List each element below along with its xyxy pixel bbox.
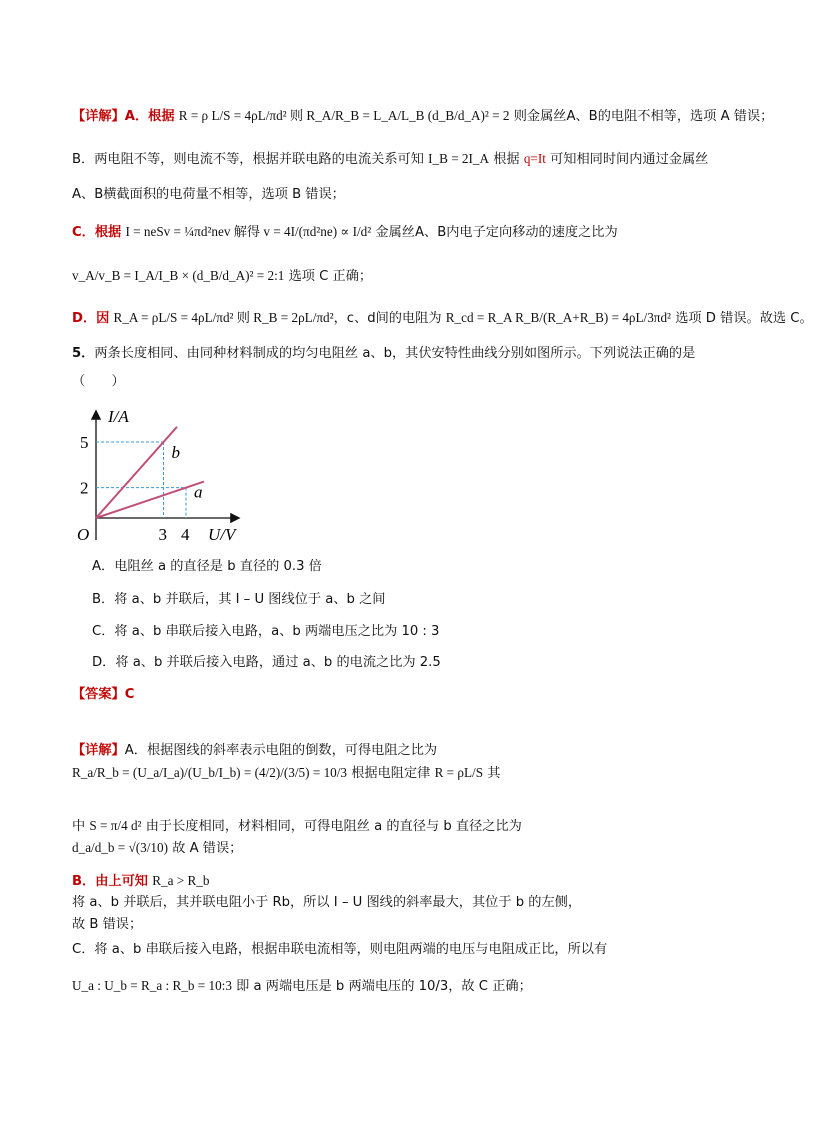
detail2-c: C．将 a、b 串联后接入电路，根据串联电流相等，则电阻两端的电压与电阻成正比，所以有: [72, 942, 608, 957]
detail2-b-line1: 将 a、b 并联后，其并联电阻小于 Rb，所以 I – U 图线的斜率最大，其位于 b 的左侧，: [72, 895, 582, 910]
question-text: 5．两条长度相同、由同种材料制成的均匀电阻丝 a、b，其伏安特性曲线分别如图所示。下列说法正确的是: [72, 346, 696, 361]
detail2-a: 【详解】A．根据图线的斜率表示电阻的倒数，可得电阻之比为: [72, 743, 438, 758]
x-axis-label: U/V: [208, 525, 236, 544]
series-label-b: b: [171, 443, 180, 462]
detail2-b: B．由上可知 R_a > R_b: [72, 873, 210, 889]
detail-b: B．两电阻不等，则电流不等，根据并联电路的电流关系可知 I_B = 2I_A 根据 q=It 可知相同时间内通过金属丝: [72, 151, 709, 167]
detail-tag: 【详解】: [72, 109, 125, 124]
x-tick-label: 3: [158, 525, 167, 544]
detail-a: 【详解】A．根据 R = ρ L/S = 4ρL/πd² 则 R_A/R_B = L_A/L_B (d_B/d_A)² = 2 则金属丝A、B的电阻不相等，选项 A 错误；: [72, 108, 774, 124]
detail2-a-line2: 中 S = π/4 d² 由于长度相同，材料相同，可得电阻丝 a 的直径与 b 直径之比为: [72, 818, 522, 834]
option-b: B．将 a、b 并联后，其 I – U 图线位于 a、b 之间: [92, 592, 386, 607]
detail2-c-line2: U_a : U_b = R_a : R_b = 10:3 即 a 两端电压是 b 两端电压的 10/3，故 C 正确；: [72, 978, 532, 994]
detail2-a-line3: d_a/d_b = √(3/10) 故 A 错误；: [72, 840, 243, 856]
detail-d: D．因 R_A = ρL/S = 4ρL/πd² 则 R_B = 2ρL/πd²，c、d间的电阻为 R_cd = R_A R_B/(R_A+R_B) = 4ρL/3πd² 选项 D 错误。故选 C。: [72, 310, 813, 326]
origin-label: O: [77, 525, 90, 544]
option-a: A．电阻丝 a 的直径是 b 直径的 0.3 倍: [92, 559, 322, 574]
detail2-b-line2: 故 B 错误；: [72, 917, 143, 932]
iu-chart: [70, 400, 270, 550]
y-tick-label: 2: [80, 478, 89, 498]
x-tick-label: 4: [181, 525, 190, 544]
detail-c-line2: v_A/v_B = I_A/I_B × (d_B/d_A)² = 2:1 选项 C 正确；: [72, 268, 373, 284]
detail-a-formula: R = ρ L/S = 4ρL/πd² 则 R_A/R_B = L_A/L_B (d_B/d_A)² = 2: [178, 108, 510, 123]
series-label-a: a: [194, 482, 203, 502]
answer: 【答案】C: [72, 687, 135, 702]
option-d: D．将 a、b 并联后接入电路，通过 a、b 的电流之比为 2.5: [92, 655, 441, 670]
answer-value: C: [124, 687, 135, 702]
detail2-a-formulas: R_a/R_b = (U_a/I_a)/(U_b/I_b) = (4/2)/(3/5) = 10/3 根据电阻定律 R = ρL/S 其: [72, 765, 501, 781]
y-tick-label: 5: [80, 433, 89, 452]
detail-c: C．根据 I = neSv = ¼πd²nev 解得 v = 4I/(πd²ne) ∝ I/d² 金属丝A、B内电子定向移动的速度之比为: [72, 224, 618, 240]
detail-b-line2: A、B横截面积的电荷量不相等，选项 B 错误；: [72, 187, 345, 202]
option-c: C．将 a、b 串联后接入电路，a、b 两端电压之比为 10 : 3: [92, 624, 440, 639]
y-axis-label: I/A: [108, 407, 129, 426]
question-paren: （ ）: [72, 374, 125, 389]
